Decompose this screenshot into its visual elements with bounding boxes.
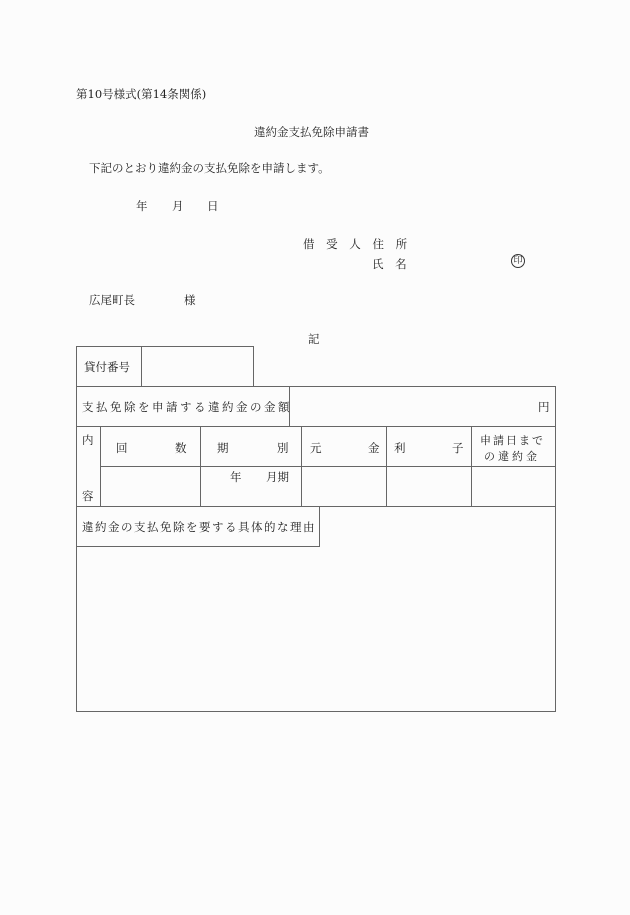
intro-text: 下記のとおり違約金の支払免除を申請します。 xyxy=(89,161,330,175)
period-year: 年 xyxy=(230,470,242,484)
date-day: 日 xyxy=(207,199,219,213)
form-number: 第10号様式(第14条関係) xyxy=(76,87,207,101)
col-count-right: 数 xyxy=(175,441,187,455)
divider xyxy=(100,466,556,467)
reason-label: 違約金の支払免除を要する具体的な理由 xyxy=(82,520,316,534)
seal-icon: 印 xyxy=(511,254,525,268)
divider xyxy=(76,426,556,427)
col-interest-right: 子 xyxy=(452,441,464,455)
loan-number-field[interactable] xyxy=(146,350,250,382)
divider xyxy=(253,346,254,386)
divider xyxy=(555,386,556,712)
date-year: 年 xyxy=(136,199,148,213)
amount-field[interactable] xyxy=(292,390,532,422)
period-month: 月期 xyxy=(266,470,289,484)
divider xyxy=(319,506,320,546)
content-label-bottom: 容 xyxy=(82,489,94,503)
divider xyxy=(76,506,556,507)
date-month: 月 xyxy=(172,199,184,213)
amount-label: 支払免除を申請する違約金の金額 xyxy=(82,400,292,414)
honorific: 様 xyxy=(184,293,196,307)
divider xyxy=(76,346,254,347)
col-period-right: 別 xyxy=(277,441,289,455)
divider xyxy=(76,346,77,712)
amount-unit: 円 xyxy=(538,400,550,414)
col-penalty-line2: の違約金 xyxy=(484,450,540,463)
reason-field[interactable] xyxy=(80,550,550,706)
col-interest-left: 利 xyxy=(394,441,406,455)
content-label-top: 内 xyxy=(82,433,94,447)
divider xyxy=(76,386,556,387)
col-period-left: 期 xyxy=(217,441,229,455)
applicant-name-label: 氏 名 xyxy=(372,257,411,271)
addressee: 広尾町長 xyxy=(89,293,135,307)
col-count-left: 回 xyxy=(116,441,128,455)
col-penalty-line1: 申請日まで xyxy=(480,434,545,447)
ki-label: 記 xyxy=(308,332,320,346)
divider xyxy=(76,711,556,712)
divider xyxy=(76,546,320,547)
page-title: 違約金支払免除申請書 xyxy=(254,125,369,139)
col-principal-right: 金 xyxy=(368,441,380,455)
divider xyxy=(141,346,142,386)
applicant-address-label: 借 受 人 住 所 xyxy=(303,237,412,251)
loan-number-label: 貸付番号 xyxy=(84,360,130,374)
col-principal-left: 元 xyxy=(310,441,322,455)
